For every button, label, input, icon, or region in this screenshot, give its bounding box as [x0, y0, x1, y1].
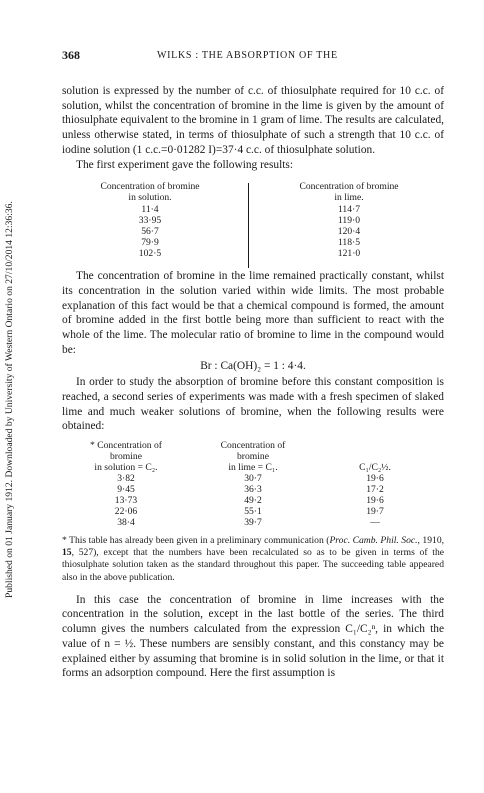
page-number: 368 [62, 48, 80, 62]
table1-left-cell: 56·7 [141, 226, 159, 238]
table2-col2-cell: 36·3 [244, 483, 262, 495]
table2-column-2 [192, 440, 314, 528]
table1-left-header-line: in solution. [128, 192, 172, 204]
table2-col2-header-line: in lime = C₁. [228, 461, 278, 473]
table1-left-header-line: Concentration of bromine [100, 181, 200, 193]
paragraph-5: In this case the concentration of bromine in lime increases with the concentration in the solution, except in the last bottle of the series. The third column gives the numbers calculated from the expression C₁/C₂ⁿ, in which the value of n = ½. These numbers are sensibly constant, and this constancy may be explained either by assuming that bromine is in solid solution in the lime, or that it forms an adsorption compound. Here the first assumption is [62, 593, 444, 680]
table2-col3-cell: 19·6 [366, 472, 384, 484]
table2-col3-cell: — [370, 516, 380, 528]
page-header [62, 48, 444, 66]
table1-right-cell: 114·7 [337, 204, 361, 216]
molecular-ratio: Br : Ca(OH)₂ = 1 : 4·4. [200, 360, 306, 373]
download-watermark: Published on 01 January 1912. Downloaded by University of Western Ontario on 27/10/2014 12:36:36. [4, 201, 15, 599]
footnote-journal: Proc. Camb. Phil. Soc. [329, 534, 418, 546]
table2-col1-cell: 13·73 [114, 494, 138, 506]
table2-col2-cell: 39·7 [244, 516, 262, 528]
footnote-text: * This table has already been given in a preliminary communication ( [62, 534, 330, 546]
footnote-volume: 15 [62, 547, 72, 559]
paragraph-1: solution is expressed by the number of c.c. of thiosulphate required for 10 c.c. of solution, whilst the concentration of bromine in the lime is given by the amount of thiosulphate equivalent to the bromine in 1 gram of lime. The results are calculated, unless otherwise stated, in terms of thiosulphate of such a strength that 10 c.c. of iodine solution (1 c.c.=0·01282 I)=37·4 c.c. of thiosulphate solution. [62, 85, 444, 156]
table2-col1-header-line: bromine [110, 450, 142, 462]
table1-left-cell: 33·95 [138, 215, 162, 227]
table2-col2-header-line: bromine [237, 450, 269, 462]
table2-col2-header-line: Concentration of [220, 439, 286, 451]
table1-right-cell: 119·0 [337, 215, 361, 227]
table1-divider [248, 183, 249, 268]
paper-page [62, 48, 444, 681]
table1-right-column [258, 181, 440, 259]
table2-column-3 [332, 440, 418, 528]
footnote [62, 535, 444, 584]
paragraph-4: In order to study the absorption of bromine before this constant composition is reached, a second series of experiments was made with a fresh specimen of slaked lime and much weaker solutions of bromine, when the following results were obtained: [62, 376, 444, 433]
table1-right-header-line: in lime. [334, 192, 364, 204]
table1-left-cell: 79·9 [141, 237, 159, 249]
table2-col3-cell: 19·7 [366, 505, 384, 517]
footnote-text-rest: , 527), except that the numbers have been recalculated so as to be given in terms of the thiosulphate solution taken as the standard throughout this paper. The succeeding table appeared also in the above publication. [62, 547, 444, 583]
paragraph-2: The first experiment gave the following results: [76, 158, 293, 171]
table2-col1-cell: 38·4 [117, 516, 135, 528]
table1-right-cell: 118·5 [337, 237, 361, 249]
results-table-1 [62, 181, 444, 269]
table2-col3-cell: 17·2 [366, 483, 384, 495]
table2-col2-cell: 55·1 [244, 505, 262, 517]
table2-col1-cell: 22·06 [114, 505, 138, 517]
table2-col2-cell: 30·7 [244, 472, 262, 484]
table1-right-cell: 120·4 [337, 226, 361, 238]
results-table-2 [62, 440, 444, 532]
running-head: WILKS : THE ABSORPTION OF THE [157, 50, 338, 61]
table2-col1-cell: 9·45 [117, 483, 135, 495]
table2-col1-cell: 3·82 [117, 472, 135, 484]
table2-column-1 [62, 440, 190, 528]
paragraph-3: The concentration of bromine in the lime remained practically constant, whilst its concentration in the solution varied within wide limits. The most probable explanation of this fact would be that a chemical compound is formed, the amount of bromine added in the first bottle being more than sufficient to react with the whole of the lime. The molecular ratio of bromine to lime in the compound would be: [62, 270, 444, 356]
table2-col1-header-line: in solution = C₂. [94, 461, 158, 473]
table2-col3-cell: 19·6 [366, 494, 384, 506]
footnote-year: , 1910, [417, 534, 445, 546]
table2-col2-cell: 49·2 [244, 494, 262, 506]
table1-left-cell: 102·5 [138, 248, 162, 260]
table2-col1-header-line: * Concentration of [90, 439, 162, 451]
table1-left-cell: 11·4 [141, 204, 159, 216]
table1-right-header-line: Concentration of bromine [299, 181, 399, 193]
table1-left-column [62, 181, 238, 259]
table1-right-cell: 121·0 [337, 248, 361, 260]
table2-col3-header-line: C₁/C₂½. [359, 461, 391, 473]
